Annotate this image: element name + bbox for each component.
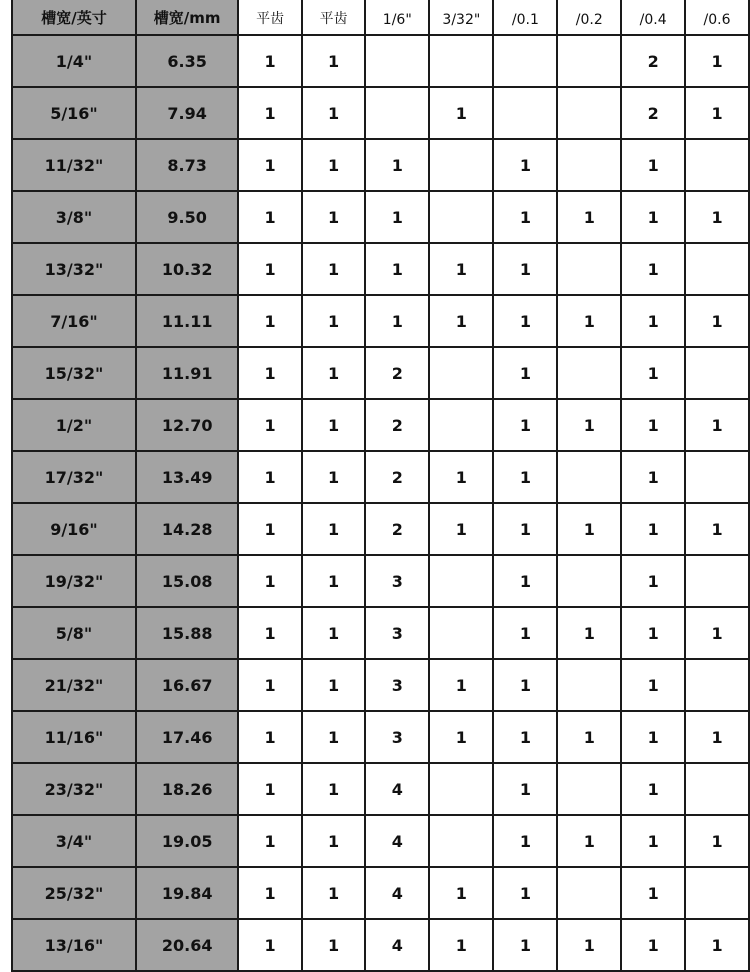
- cell-0-6: 1: [685, 399, 749, 451]
- cell-0-4: 1: [621, 191, 685, 243]
- cell-flat-b: 1: [302, 503, 365, 555]
- cell-0-1: 1: [493, 659, 557, 711]
- cell-0-6: [685, 347, 749, 399]
- cell-0-6: 1: [685, 711, 749, 763]
- cell-3-32: [429, 35, 493, 87]
- cell-mm: 20.64: [136, 919, 238, 971]
- cell-mm: 6.35: [136, 35, 238, 87]
- cell-0-1: 1: [493, 243, 557, 295]
- cell-mm: 9.50: [136, 191, 238, 243]
- cell-mm: 19.84: [136, 867, 238, 919]
- cell-mm: 15.08: [136, 555, 238, 607]
- cell-1-6: 3: [365, 711, 429, 763]
- cell-3-32: [429, 347, 493, 399]
- cell-1-6: 3: [365, 659, 429, 711]
- table-row: [12, 243, 749, 295]
- table-row: [12, 139, 749, 191]
- cell-3-32: 1: [429, 919, 493, 971]
- cell-1-6: 4: [365, 763, 429, 815]
- header-shim-0-2: /0.2: [557, 0, 621, 35]
- cell-1-6: 1: [365, 139, 429, 191]
- cell-mm: 11.11: [136, 295, 238, 347]
- cell-inch: 17/32": [12, 451, 136, 503]
- cell-0-1: [493, 87, 557, 139]
- cell-1-6: 4: [365, 867, 429, 919]
- cell-1-6: 2: [365, 347, 429, 399]
- cell-flat-a: 1: [238, 763, 301, 815]
- cell-3-32: 1: [429, 243, 493, 295]
- cell-0-6: 1: [685, 35, 749, 87]
- cell-0-6: 1: [685, 295, 749, 347]
- cell-3-32: 1: [429, 503, 493, 555]
- cell-3-32: [429, 555, 493, 607]
- cell-0-6: 1: [685, 815, 749, 867]
- spec-sheet: [11, 0, 750, 972]
- cell-inch: 19/32": [12, 555, 136, 607]
- cell-1-6: 2: [365, 451, 429, 503]
- cell-1-6: 1: [365, 243, 429, 295]
- table-row: [12, 919, 749, 971]
- cell-0-2: 1: [557, 503, 621, 555]
- cell-flat-a: 1: [238, 659, 301, 711]
- cell-0-6: [685, 867, 749, 919]
- cell-3-32: [429, 815, 493, 867]
- table-row: [12, 35, 749, 87]
- cell-mm: 13.49: [136, 451, 238, 503]
- cell-1-6: [365, 35, 429, 87]
- cell-0-6: [685, 139, 749, 191]
- cell-flat-b: 1: [302, 399, 365, 451]
- cell-0-4: 1: [621, 503, 685, 555]
- cell-1-6: 1: [365, 295, 429, 347]
- table-row: [12, 607, 749, 659]
- cell-mm: 14.28: [136, 503, 238, 555]
- table-body: [12, 35, 749, 971]
- cell-0-2: 1: [557, 295, 621, 347]
- header-row: [12, 0, 749, 35]
- cell-3-32: 1: [429, 451, 493, 503]
- cell-flat-b: 1: [302, 815, 365, 867]
- cell-0-2: [557, 659, 621, 711]
- cell-flat-a: 1: [238, 451, 301, 503]
- cell-0-2: 1: [557, 711, 621, 763]
- header-shim-0-1: /0.1: [493, 0, 557, 35]
- cell-mm: 10.32: [136, 243, 238, 295]
- cell-0-1: 1: [493, 867, 557, 919]
- cell-inch: 3/8": [12, 191, 136, 243]
- table-row: [12, 503, 749, 555]
- cell-0-1: 1: [493, 451, 557, 503]
- cell-0-1: 1: [493, 191, 557, 243]
- table-header: [12, 0, 749, 35]
- table-row: [12, 451, 749, 503]
- cell-0-4: 1: [621, 659, 685, 711]
- cell-0-1: 1: [493, 503, 557, 555]
- cell-0-2: 1: [557, 607, 621, 659]
- cell-flat-b: 1: [302, 763, 365, 815]
- cell-0-1: 1: [493, 763, 557, 815]
- cell-0-6: 1: [685, 191, 749, 243]
- table-row: [12, 815, 749, 867]
- cell-1-6: 2: [365, 399, 429, 451]
- cell-flat-a: 1: [238, 815, 301, 867]
- cell-0-6: [685, 763, 749, 815]
- cell-flat-b: 1: [302, 347, 365, 399]
- cell-0-1: 1: [493, 711, 557, 763]
- cell-0-1: 1: [493, 919, 557, 971]
- table-row: [12, 555, 749, 607]
- cell-flat-a: 1: [238, 87, 301, 139]
- header-spacer-3-32: 3/32": [429, 0, 493, 35]
- cell-flat-a: 1: [238, 35, 301, 87]
- cell-0-1: 1: [493, 555, 557, 607]
- table-row: [12, 763, 749, 815]
- table-row: [12, 191, 749, 243]
- cell-0-1: 1: [493, 815, 557, 867]
- cell-0-2: [557, 243, 621, 295]
- cell-0-1: 1: [493, 607, 557, 659]
- cell-0-4: 2: [621, 87, 685, 139]
- cell-0-4: 1: [621, 919, 685, 971]
- cell-mm: 17.46: [136, 711, 238, 763]
- cell-flat-a: 1: [238, 555, 301, 607]
- table-row: [12, 867, 749, 919]
- cell-inch: 11/32": [12, 139, 136, 191]
- cell-flat-b: 1: [302, 35, 365, 87]
- cell-0-2: [557, 451, 621, 503]
- cell-0-2: [557, 867, 621, 919]
- cell-0-4: 1: [621, 607, 685, 659]
- cell-flat-a: 1: [238, 139, 301, 191]
- cell-inch: 9/16": [12, 503, 136, 555]
- cell-inch: 21/32": [12, 659, 136, 711]
- cell-0-2: [557, 763, 621, 815]
- cell-3-32: 1: [429, 659, 493, 711]
- cell-3-32: 1: [429, 711, 493, 763]
- cell-flat-a: 1: [238, 243, 301, 295]
- cell-flat-b: 1: [302, 451, 365, 503]
- cell-0-2: [557, 347, 621, 399]
- cell-flat-a: 1: [238, 919, 301, 971]
- table-row: [12, 87, 749, 139]
- cell-flat-b: 1: [302, 919, 365, 971]
- cell-0-6: 1: [685, 919, 749, 971]
- cell-flat-a: 1: [238, 607, 301, 659]
- cell-0-1: [493, 35, 557, 87]
- cell-0-4: 1: [621, 347, 685, 399]
- cell-inch: 1/2": [12, 399, 136, 451]
- cell-flat-a: 1: [238, 503, 301, 555]
- header-flat-tooth-b: 平齿: [302, 0, 365, 35]
- cell-flat-b: 1: [302, 711, 365, 763]
- cell-inch: 13/16": [12, 919, 136, 971]
- cell-0-6: 1: [685, 503, 749, 555]
- cell-0-2: 1: [557, 399, 621, 451]
- header-shim-0-6: /0.6: [685, 0, 749, 35]
- slot-width-table: [11, 0, 750, 972]
- cell-0-4: 1: [621, 399, 685, 451]
- cell-0-1: 1: [493, 139, 557, 191]
- table-row: [12, 399, 749, 451]
- cell-0-4: 1: [621, 139, 685, 191]
- cell-inch: 5/8": [12, 607, 136, 659]
- cell-inch: 23/32": [12, 763, 136, 815]
- cell-0-6: 1: [685, 607, 749, 659]
- cell-inch: 13/32": [12, 243, 136, 295]
- cell-mm: 19.05: [136, 815, 238, 867]
- cell-flat-a: 1: [238, 399, 301, 451]
- cell-flat-b: 1: [302, 87, 365, 139]
- cell-flat-b: 1: [302, 867, 365, 919]
- cell-flat-b: 1: [302, 191, 365, 243]
- cell-0-6: [685, 243, 749, 295]
- cell-3-32: [429, 191, 493, 243]
- cell-mm: 15.88: [136, 607, 238, 659]
- cell-inch: 25/32": [12, 867, 136, 919]
- cell-flat-b: 1: [302, 139, 365, 191]
- cell-inch: 15/32": [12, 347, 136, 399]
- cell-mm: 8.73: [136, 139, 238, 191]
- cell-flat-a: 1: [238, 347, 301, 399]
- cell-flat-b: 1: [302, 555, 365, 607]
- cell-0-4: 1: [621, 243, 685, 295]
- cell-inch: 5/16": [12, 87, 136, 139]
- cell-3-32: [429, 763, 493, 815]
- table-row: [12, 295, 749, 347]
- cell-flat-a: 1: [238, 867, 301, 919]
- cell-0-4: 1: [621, 295, 685, 347]
- cell-inch: 3/4": [12, 815, 136, 867]
- cell-0-1: 1: [493, 399, 557, 451]
- cell-0-4: 1: [621, 555, 685, 607]
- cell-1-6: [365, 87, 429, 139]
- cell-inch: 7/16": [12, 295, 136, 347]
- header-flat-tooth-a: 平齿: [238, 0, 301, 35]
- cell-flat-b: 1: [302, 295, 365, 347]
- cell-0-2: 1: [557, 191, 621, 243]
- cell-1-6: 4: [365, 815, 429, 867]
- cell-flat-b: 1: [302, 659, 365, 711]
- cell-flat-a: 1: [238, 711, 301, 763]
- cell-mm: 12.70: [136, 399, 238, 451]
- cell-3-32: 1: [429, 87, 493, 139]
- cell-0-6: [685, 659, 749, 711]
- cell-0-2: [557, 139, 621, 191]
- cell-0-2: [557, 87, 621, 139]
- cell-0-4: 1: [621, 815, 685, 867]
- cell-flat-b: 1: [302, 607, 365, 659]
- cell-3-32: [429, 607, 493, 659]
- cell-3-32: 1: [429, 295, 493, 347]
- cell-1-6: 1: [365, 191, 429, 243]
- cell-0-2: 1: [557, 815, 621, 867]
- cell-0-1: 1: [493, 295, 557, 347]
- cell-0-6: [685, 555, 749, 607]
- cell-flat-a: 1: [238, 191, 301, 243]
- cell-0-4: 1: [621, 711, 685, 763]
- cell-0-6: 1: [685, 87, 749, 139]
- cell-0-4: 1: [621, 451, 685, 503]
- header-shim-0-4: /0.4: [621, 0, 685, 35]
- cell-0-2: [557, 555, 621, 607]
- cell-1-6: 4: [365, 919, 429, 971]
- cell-1-6: 3: [365, 555, 429, 607]
- cell-0-4: 2: [621, 35, 685, 87]
- cell-1-6: 3: [365, 607, 429, 659]
- table-row: [12, 711, 749, 763]
- header-slot-width-inch: 槽宽/英寸: [12, 0, 136, 35]
- cell-1-6: 2: [365, 503, 429, 555]
- cell-mm: 16.67: [136, 659, 238, 711]
- table-row: [12, 347, 749, 399]
- cell-inch: 1/4": [12, 35, 136, 87]
- cell-mm: 18.26: [136, 763, 238, 815]
- cell-0-4: 1: [621, 763, 685, 815]
- cell-mm: 11.91: [136, 347, 238, 399]
- cell-inch: 11/16": [12, 711, 136, 763]
- cell-3-32: [429, 399, 493, 451]
- cell-0-1: 1: [493, 347, 557, 399]
- cell-0-2: [557, 35, 621, 87]
- cell-0-2: 1: [557, 919, 621, 971]
- cell-mm: 7.94: [136, 87, 238, 139]
- cell-flat-a: 1: [238, 295, 301, 347]
- cell-0-6: [685, 451, 749, 503]
- cell-3-32: 1: [429, 867, 493, 919]
- table-row: [12, 659, 749, 711]
- cell-0-4: 1: [621, 867, 685, 919]
- cell-3-32: [429, 139, 493, 191]
- header-spacer-1-6: 1/6": [365, 0, 429, 35]
- header-slot-width-mm: 槽宽/mm: [136, 0, 238, 35]
- cell-flat-b: 1: [302, 243, 365, 295]
